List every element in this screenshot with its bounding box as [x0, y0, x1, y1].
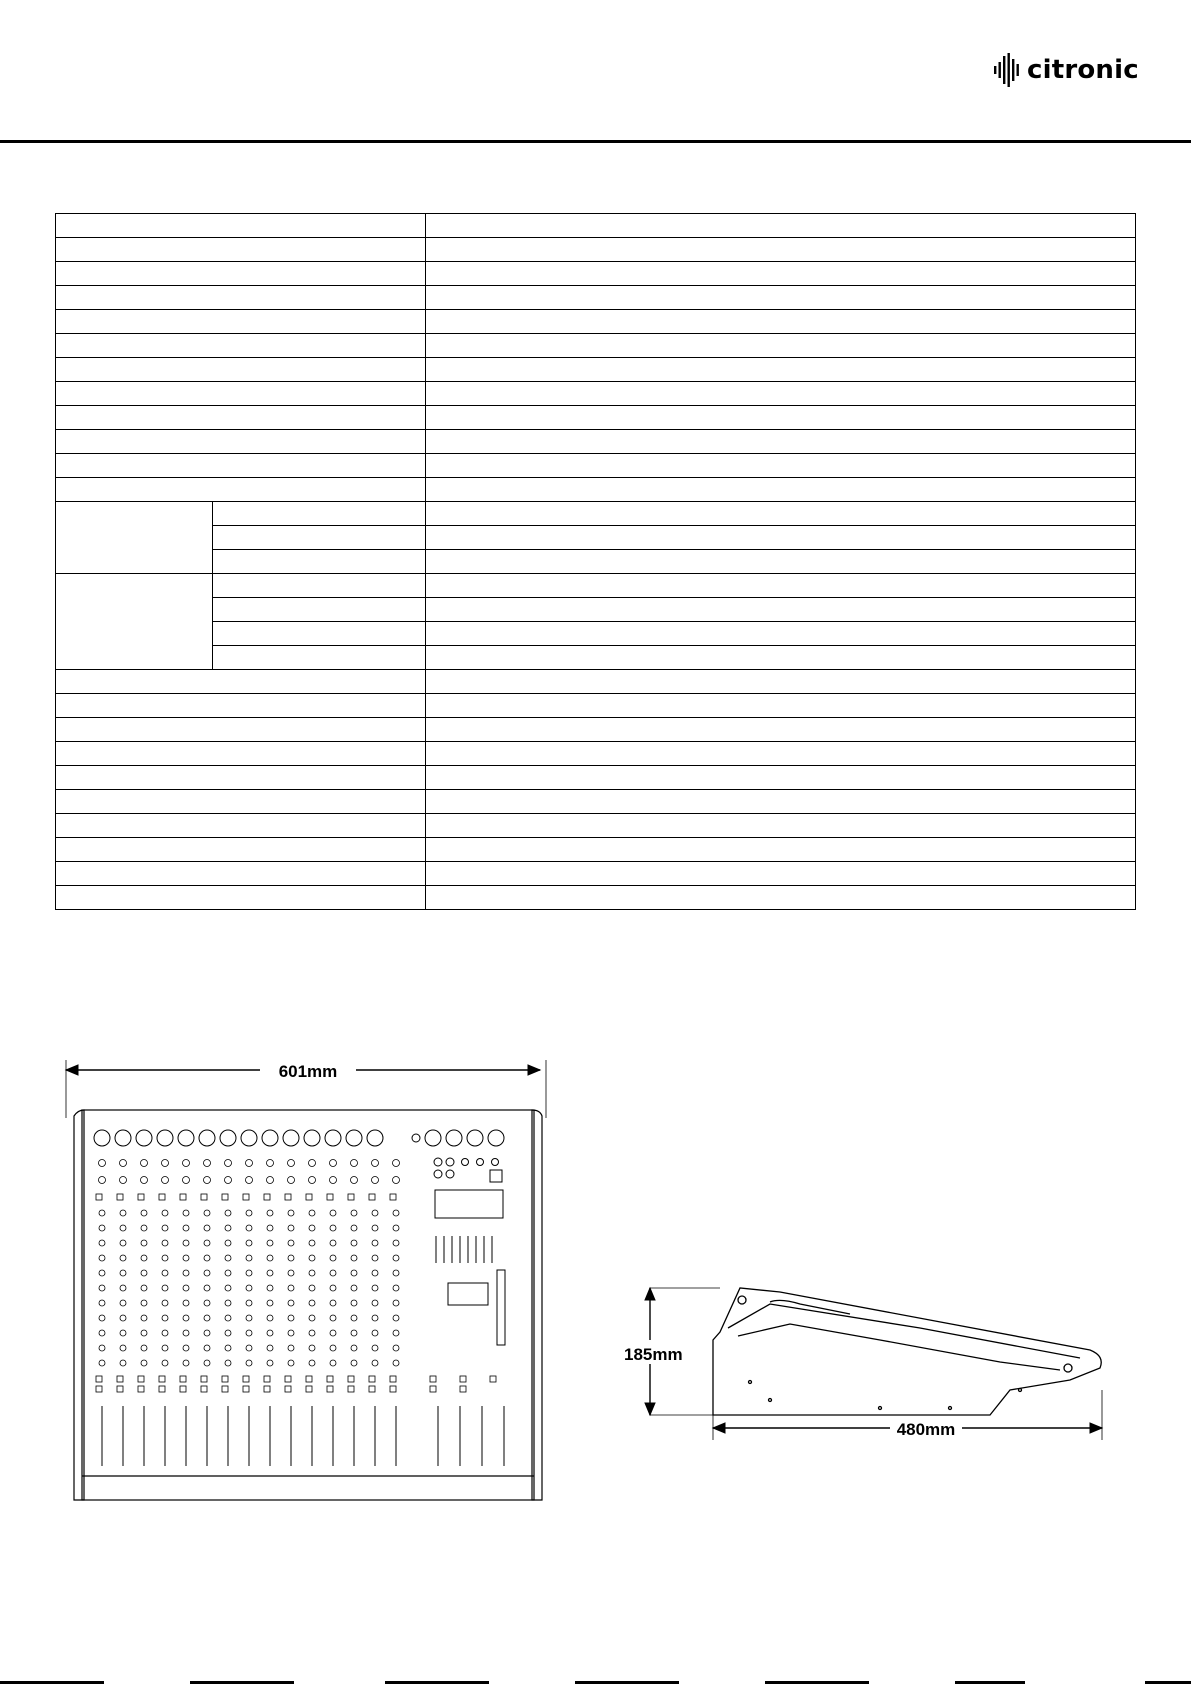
table-row [56, 478, 1136, 502]
footer-rule [955, 1681, 1025, 1684]
footer-rule [385, 1681, 489, 1684]
table-row [56, 766, 1136, 790]
footer-rule [765, 1681, 869, 1684]
table-row [56, 334, 1136, 358]
table-row [56, 742, 1136, 766]
header-rule [0, 140, 1191, 143]
table-row [56, 430, 1136, 454]
table-row [56, 598, 1136, 622]
mixer-front-view-drawing [60, 1058, 560, 1508]
footer-rule [575, 1681, 679, 1684]
specification-table [55, 213, 1136, 910]
table-row [56, 862, 1136, 886]
table-row [56, 646, 1136, 670]
table-row [56, 262, 1136, 286]
brand-name: citronic [1027, 55, 1139, 85]
waveform-logo-icon [993, 53, 1021, 87]
depth-label: 480mm [896, 1420, 956, 1439]
table-row [56, 310, 1136, 334]
table-row [56, 574, 1136, 598]
table-row [56, 550, 1136, 574]
height-label: 185mm [624, 1345, 683, 1364]
table-row [56, 238, 1136, 262]
table-row [56, 406, 1136, 430]
table-row [56, 502, 1136, 526]
table-row [56, 382, 1136, 406]
table-row [56, 886, 1136, 910]
table-row [56, 694, 1136, 718]
footer-rule [0, 1681, 104, 1684]
table-row [56, 286, 1136, 310]
table-row [56, 454, 1136, 478]
table-row [56, 814, 1136, 838]
brand-logo [993, 53, 1139, 87]
footer-rule [190, 1681, 294, 1684]
mixer-side-view-drawing [620, 1280, 1120, 1500]
table-row [56, 838, 1136, 862]
table-row [56, 622, 1136, 646]
footer-rule [1145, 1681, 1191, 1684]
table-row [56, 526, 1136, 550]
table-row [56, 790, 1136, 814]
table-row [56, 214, 1136, 238]
table-row [56, 358, 1136, 382]
width-label: 601mm [278, 1062, 338, 1081]
table-row [56, 670, 1136, 694]
table-row [56, 718, 1136, 742]
